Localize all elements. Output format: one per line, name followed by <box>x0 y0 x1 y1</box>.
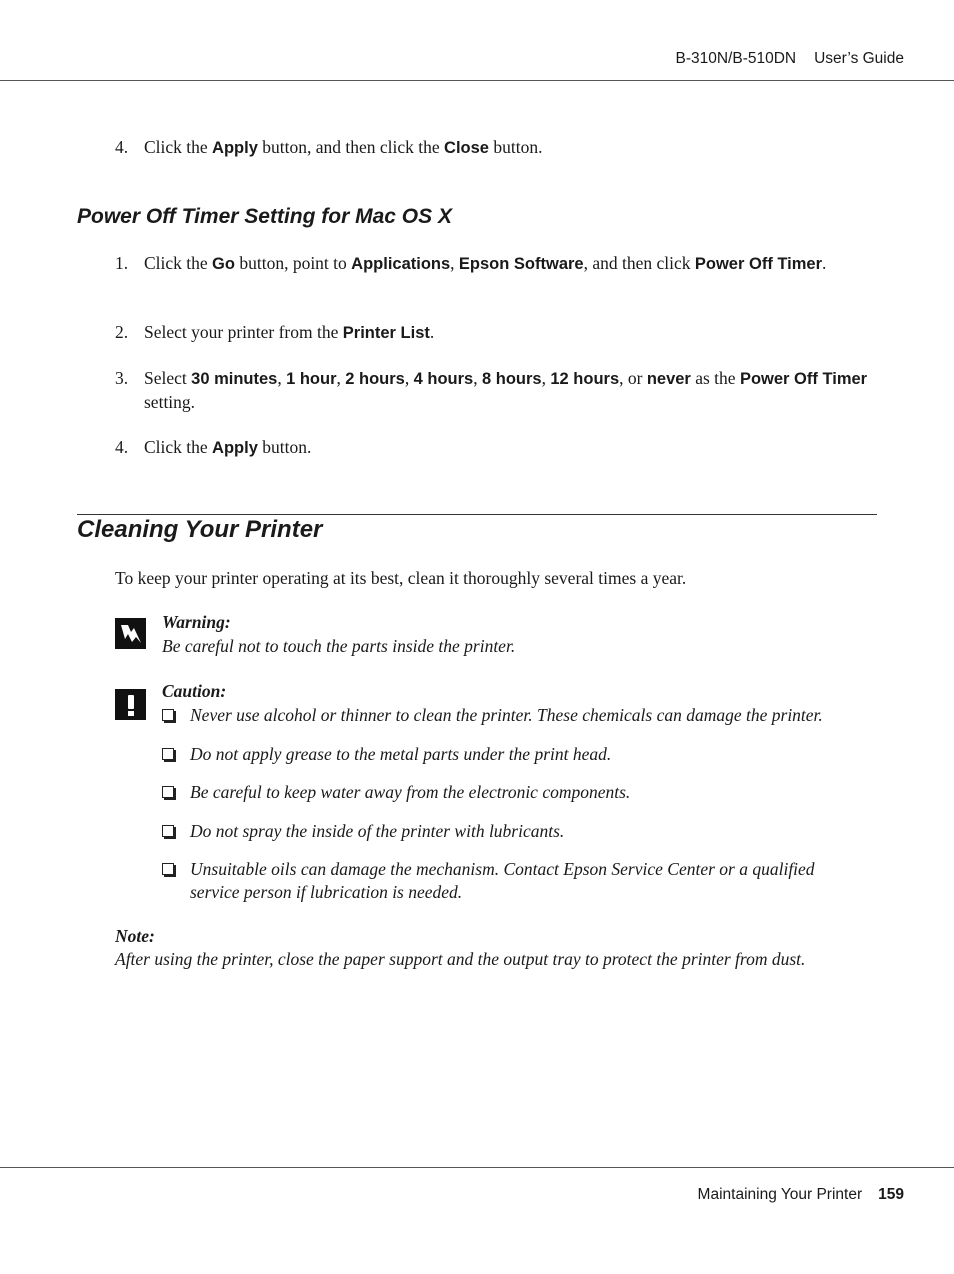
step-number: 4. <box>115 137 129 157</box>
caution-item-text: Be careful to keep water away from the electronic components. <box>190 782 631 802</box>
text-run: , <box>473 368 482 388</box>
text-run: Click the <box>144 253 213 273</box>
step-apply-close <box>115 136 875 160</box>
text-run: Click the <box>144 437 213 457</box>
note-text: After using the printer, close the paper support and the output tray to protect the printer from dust. <box>115 949 806 969</box>
bold-term: Apply <box>212 139 258 157</box>
text-run: , <box>404 368 414 388</box>
checkbox-bullet-icon <box>162 825 174 837</box>
text-run: , or <box>619 368 647 388</box>
caution-list-item <box>162 858 862 904</box>
text-run: Click the <box>144 137 213 157</box>
checkbox-bullet-icon <box>162 863 174 875</box>
step-number: 1. <box>115 253 129 273</box>
step-text <box>144 321 875 345</box>
bold-term: Power Off Timer <box>739 370 868 388</box>
text-run: . <box>822 253 827 273</box>
bold-term: Apply <box>212 439 258 457</box>
bold-term: 8 hours <box>481 370 542 388</box>
step-text <box>144 367 875 414</box>
page-number: 159 <box>878 1186 904 1203</box>
caution-item-text: Never use alcohol or thinner to clean the printer. These chemicals can damage the printer. <box>190 705 823 725</box>
section-heading-cleaning: Cleaning Your Printer <box>77 516 323 543</box>
text-run: . <box>429 322 435 342</box>
mac-step-1 <box>115 252 875 276</box>
text-run: , <box>336 368 346 388</box>
text-run: setting. <box>144 392 196 412</box>
text-run: Select <box>144 368 192 388</box>
text-run: as the <box>690 368 740 388</box>
bold-term: Close <box>444 139 489 157</box>
bold-term: 2 hours <box>345 370 405 388</box>
bold-term: Printer List <box>342 324 430 342</box>
mac-step-3 <box>115 367 875 414</box>
step-text <box>144 252 875 276</box>
text-run: , <box>541 368 551 388</box>
step-number: 2. <box>115 322 129 342</box>
footer-rule <box>0 1167 954 1168</box>
text-run: button, and then click the <box>257 137 445 157</box>
bold-term: Epson Software <box>458 255 584 273</box>
step-text <box>144 136 875 160</box>
bold-term: Applications <box>351 255 451 273</box>
caution-item-text: Do not apply grease to the metal parts under the print head. <box>190 744 612 764</box>
step-text <box>144 436 875 460</box>
bold-term: 12 hours <box>550 370 620 388</box>
header-model: B-310N/B-510DN <box>675 50 797 67</box>
bold-term: never <box>646 370 691 388</box>
text-run: , and then click <box>583 253 695 273</box>
caution-list-item <box>162 704 882 727</box>
step-number: 3. <box>115 368 129 388</box>
caution-list-item <box>162 743 882 766</box>
section-heading-mac: Power Off Timer Setting for Mac OS X <box>77 205 452 228</box>
bold-term: 4 hours <box>413 370 474 388</box>
header-guide: User’s Guide <box>814 50 904 67</box>
warning-label: Warning: <box>162 612 231 632</box>
mac-step-2 <box>115 321 875 345</box>
text-run: button. <box>488 137 543 157</box>
warning-lightning-icon <box>115 618 146 649</box>
checkbox-bullet-icon <box>162 748 174 760</box>
footer-section: Maintaining Your Printer <box>697 1186 863 1203</box>
text-run: , <box>277 368 287 388</box>
caution-list-item <box>162 820 882 843</box>
caution-list-item <box>162 781 882 804</box>
bold-term: 30 minutes <box>191 370 278 388</box>
cleaning-intro: To keep your printer operating at its best, clean it thoroughly several times a year. <box>115 568 687 588</box>
warning-text: Be careful not to touch the parts inside the printer. <box>162 636 516 656</box>
text-run: Select your printer from the <box>144 322 343 342</box>
bold-term: 1 hour <box>286 370 337 388</box>
bold-term: Power Off Timer <box>694 255 823 273</box>
running-footer <box>698 1186 904 1204</box>
caution-item-text: Do not spray the inside of the printer with lubricants. <box>190 821 565 841</box>
caution-label: Caution: <box>162 681 227 701</box>
header-rule <box>0 80 954 81</box>
step-number: 4. <box>115 437 129 457</box>
running-header <box>676 50 905 68</box>
checkbox-bullet-icon <box>162 709 174 721</box>
section-rule <box>77 514 877 515</box>
text-run: , <box>450 253 459 273</box>
note-label: Note: <box>115 926 155 946</box>
text-run: button. <box>257 437 312 457</box>
caution-exclamation-icon <box>115 689 146 720</box>
checkbox-bullet-icon <box>162 786 174 798</box>
bold-term: Go <box>212 255 235 273</box>
text-run: button, point to <box>234 253 352 273</box>
mac-step-4 <box>115 436 875 460</box>
caution-item-text: Unsuitable oils can damage the mechanism. Contact Epson Service Center or a qualified service person if lubrication is needed. <box>190 859 815 902</box>
